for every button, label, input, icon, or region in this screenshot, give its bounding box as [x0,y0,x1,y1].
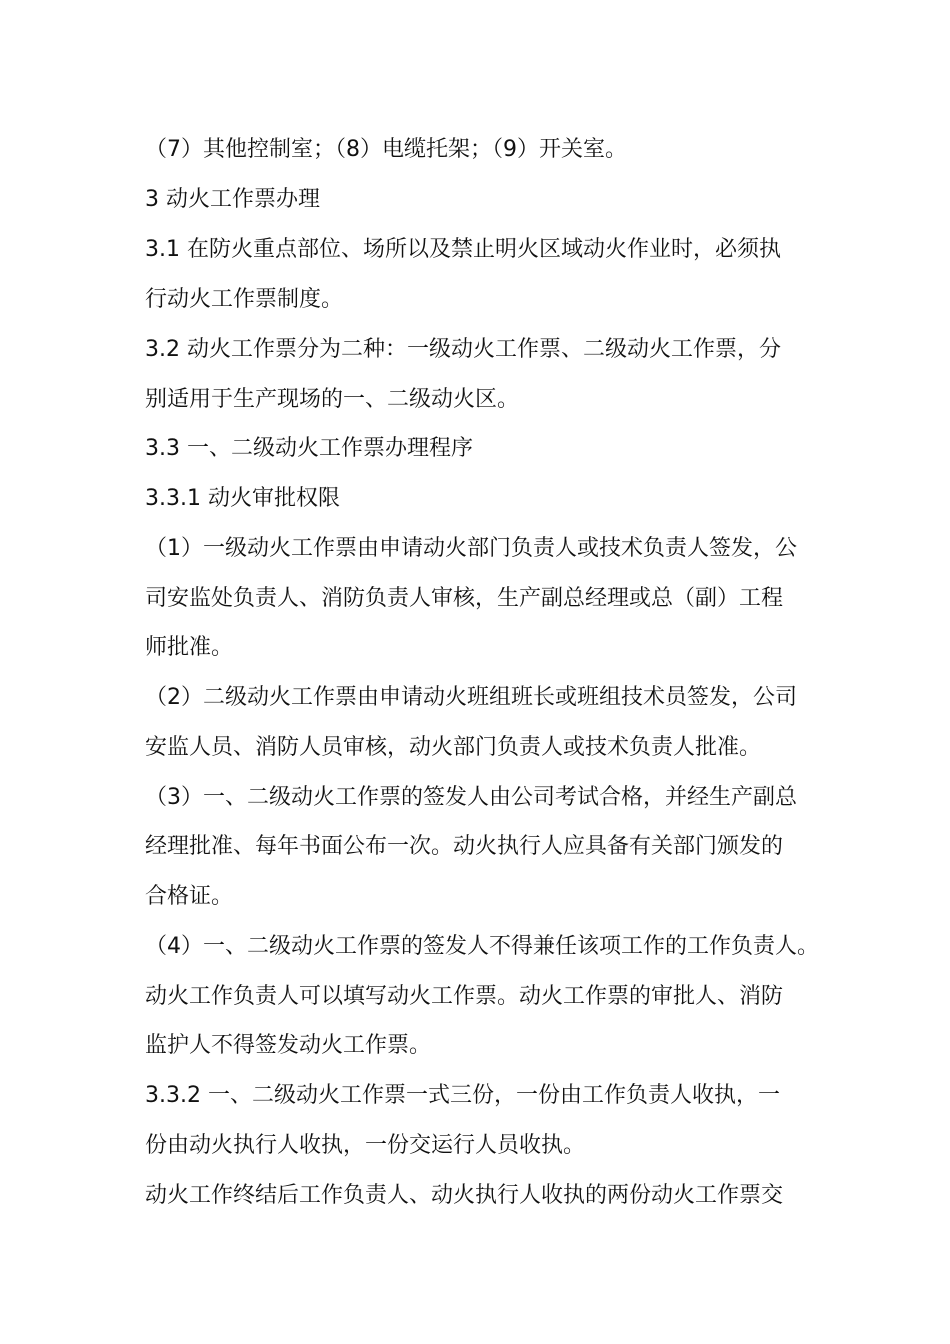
text-line: 师批准。 [145,635,234,660]
text-line: （7）其他控制室；（8）电缆托架；（9）开关室。 [145,137,627,162]
text-line: 动火工作负责人可以填写动火工作票。动火工作票的审批人、消防 [145,984,784,1009]
text-line: 合格证。 [145,884,234,909]
text-line: 安监人员、消防人员审核，动火部门负责人或技术负责人批准。 [145,735,762,760]
section-heading: 3 动火工作票办理 [145,187,320,212]
text-line: 份由动火执行人收执，一份交运行人员收执。 [145,1133,586,1158]
text-line: 经理批准、每年书面公布一次。动火执行人应具备有关部门颁发的 [145,834,784,859]
section-heading: 3.3.1 动火审批权限 [145,486,340,511]
text-line: 行动火工作票制度。 [145,287,344,312]
text-line: 3.3.2 一、二级动火工作票一式三份，一份由工作负责人收执，一 [145,1083,780,1108]
text-line: 司安监处负责人、消防负责人审核，生产副总经理或总（副）工程 [145,586,784,611]
text-line: （4）一、二级动火工作票的签发人不得兼任该项工作的工作负责人。 [145,934,819,959]
text-line: 动火工作终结后工作负责人、动火执行人收执的两份动火工作票交 [145,1183,784,1208]
text-line: （1）一级动火工作票由申请动火部门负责人或技术负责人签发，公 [145,536,797,561]
text-line: 3.1 在防火重点部位、场所以及禁止明火区域动火作业时，必须执 [145,237,781,262]
text-line: 别适用于生产现场的一、二级动火区。 [145,387,520,412]
text-line: （2）二级动火工作票由申请动火班组班长或班组技术员签发，公司 [145,685,797,710]
text-line: 3.2 动火工作票分为二种：一级动火工作票、二级动火工作票，分 [145,337,781,362]
section-heading: 3.3 一、二级动火工作票办理程序 [145,436,473,461]
text-line: 监护人不得签发动火工作票。 [145,1033,432,1058]
text-line: （3）一、二级动火工作票的签发人由公司考试合格，并经生产副总 [145,785,797,810]
